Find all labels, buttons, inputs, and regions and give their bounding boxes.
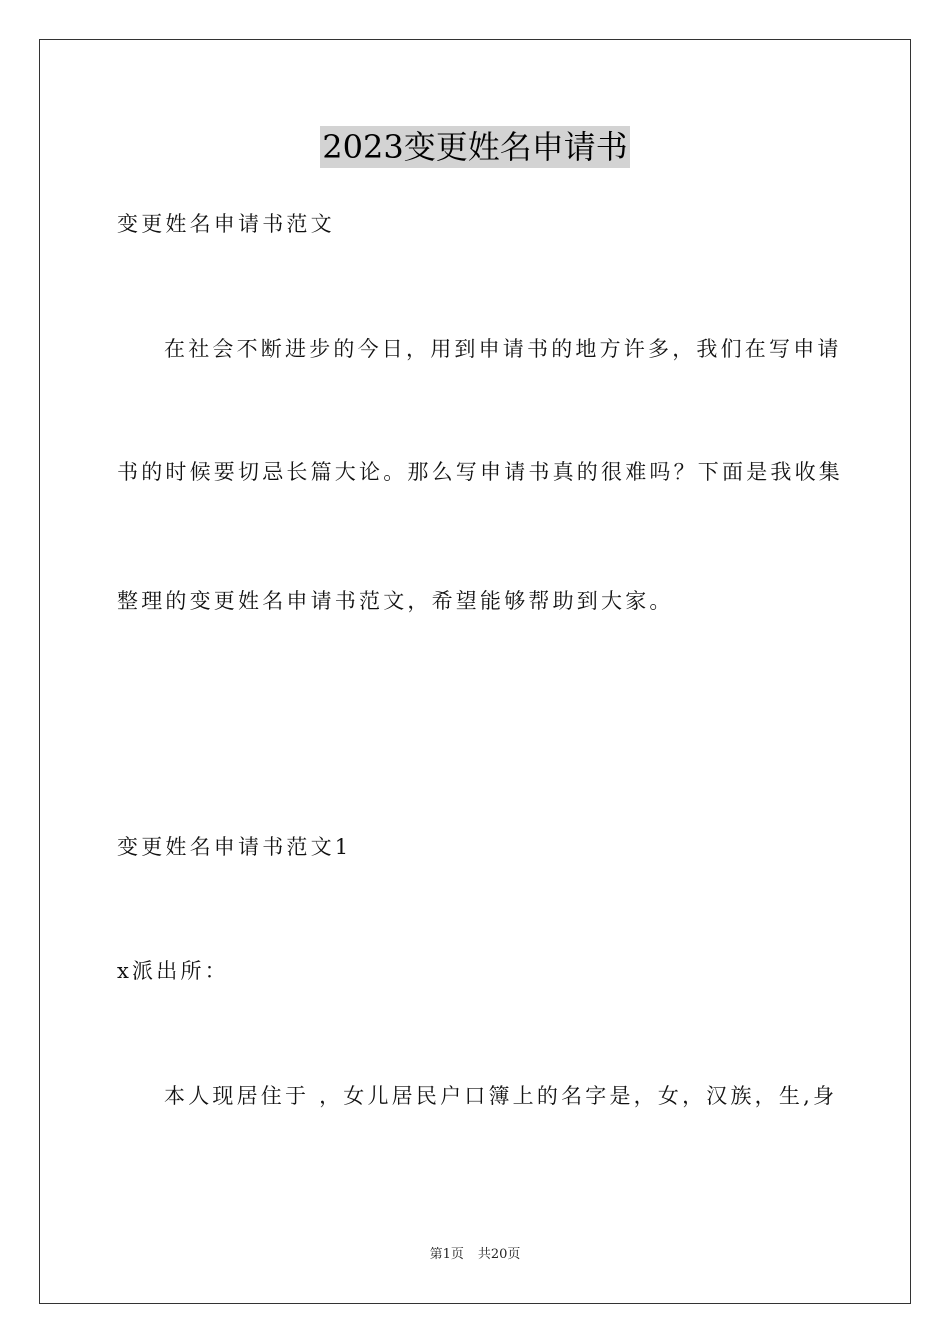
- title-container: [0, 126, 950, 168]
- paragraph-line: 在社会不断进步的今日，用到申请书的地方许多，我们在写申请: [164, 337, 842, 361]
- page-current: 第1页: [429, 1247, 464, 1262]
- section-heading: 变更姓名申请书范文: [117, 212, 335, 236]
- paragraph-line: 书的时候要切忌长篇大论。那么写申请书真的很难吗？下面是我收集: [117, 460, 843, 484]
- page-footer: [0, 1246, 950, 1264]
- paragraph-line: 本人现居住于 ，女儿居民户口簿上的名字是，女，汉族，生,身: [164, 1084, 838, 1108]
- paragraph-line: 整理的变更姓名申请书范文，希望能够帮助到大家。: [117, 589, 674, 613]
- salutation: x派出所：: [117, 959, 229, 983]
- page-total: 共20页: [477, 1247, 521, 1262]
- section-heading: 变更姓名申请书范文1: [117, 835, 352, 859]
- document-title: 2023变更姓名申请书: [322, 128, 628, 166]
